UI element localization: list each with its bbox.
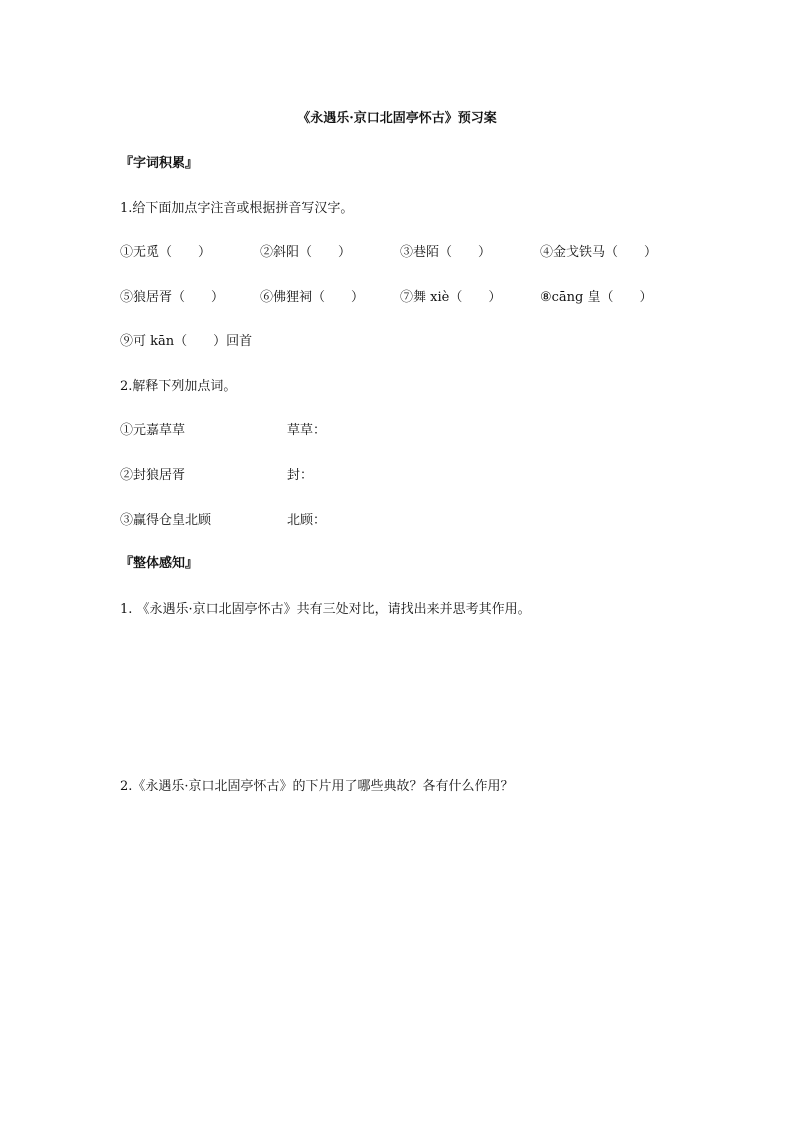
question-2-prompt: 2.解释下列加点词。 (120, 379, 237, 394)
section-heading-vocabulary: 『字词积累』 (120, 156, 199, 171)
question-1-row-1 (120, 244, 680, 262)
list-item: ③巷陌（ ） (400, 245, 492, 260)
list-item: ⑦舞 xiè（ ） (400, 290, 502, 305)
overall-question-2: 2.《永遇乐·京口北固亭怀古》的下片用了哪些典故？各有什么作用？ (120, 779, 514, 794)
question-2-phrase-3: ③赢得仓皇北顾 (120, 513, 212, 528)
list-item: ⑧cāng 皇（ ） (540, 290, 653, 305)
question-1-row-3 (120, 333, 680, 351)
question-2-answer-1: 草草： (287, 423, 327, 438)
list-item: ⑨可 kān（ ）回首 (120, 334, 253, 349)
list-item: ⑥佛狸祠（ ） (260, 290, 365, 305)
question-1-row-2 (120, 289, 680, 307)
section-heading-overall: 『整体感知』 (120, 556, 199, 571)
list-item: ④金戈铁马（ ） (540, 245, 658, 260)
question-2-phrase-1: ①元嘉草草 (120, 423, 186, 438)
list-item: ①无觅（ ） (120, 245, 212, 260)
list-item: ⑤狼居胥（ ） (120, 290, 225, 305)
list-item: ②斜阳（ ） (260, 245, 352, 260)
question-1-prompt: 1.给下面加点字注音或根据拼音写汉字。 (120, 201, 354, 216)
overall-question-1: 1. 《永遇乐·京口北固亭怀古》共有三处对比，请找出来并思考其作用。 (120, 602, 531, 617)
page-title: 《永遇乐·京口北固亭怀古》预习案 (297, 111, 497, 126)
question-2-answer-2: 封： (287, 468, 314, 483)
question-2-answer-3: 北顾： (287, 513, 327, 528)
question-2-phrase-2: ②封狼居胥 (120, 468, 186, 483)
